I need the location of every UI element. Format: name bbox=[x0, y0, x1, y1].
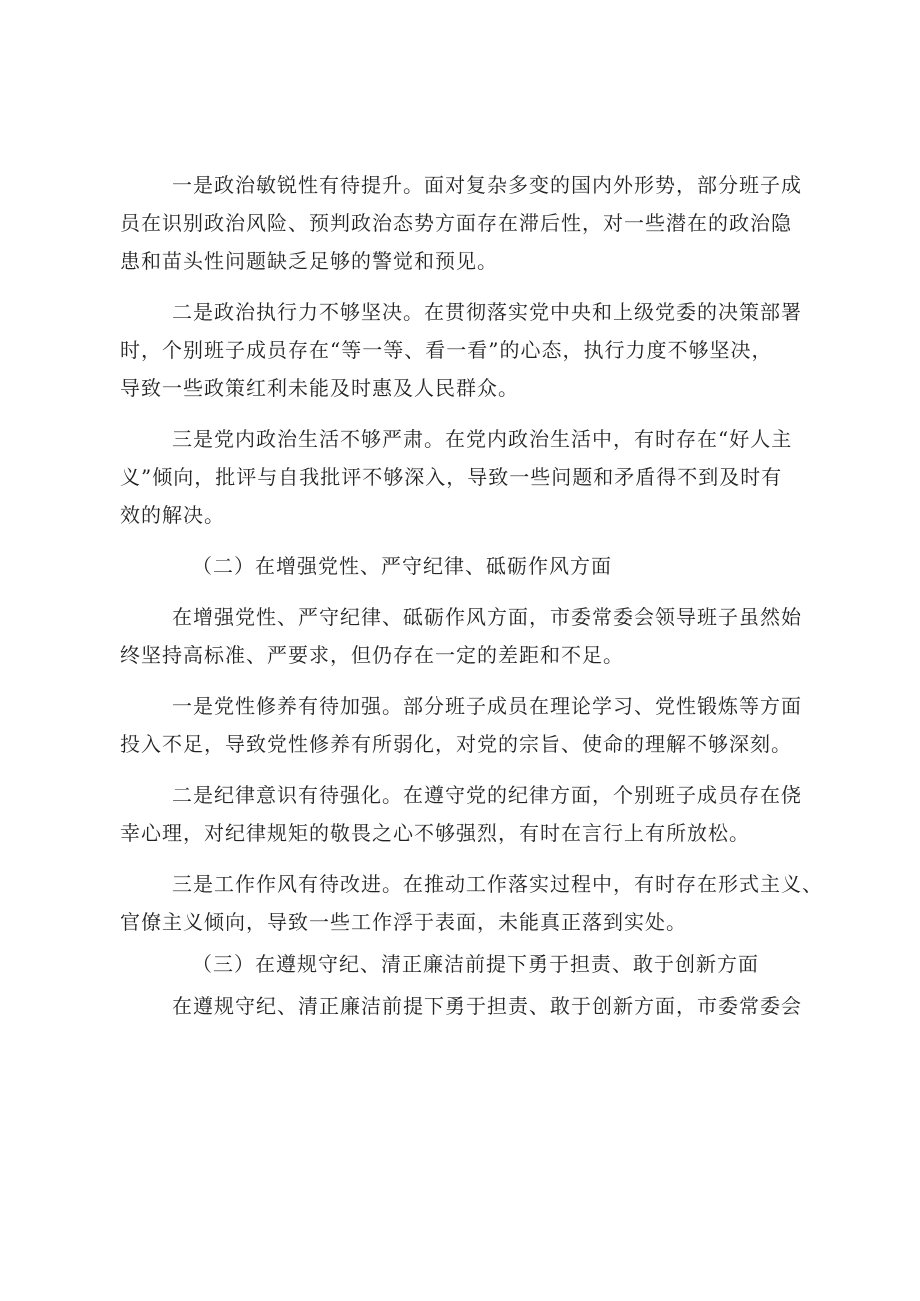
text-line: 在增强党性、严守纪律、砥砺作风方面，市委常委会领导班子虽然始 bbox=[172, 605, 802, 629]
text-line: 终坚持高标准、严要求，但仍存在一定的差距和不足。 bbox=[120, 643, 624, 667]
paragraph-party-spirit bbox=[120, 687, 812, 763]
paragraph-section3-intro bbox=[172, 987, 812, 1025]
text-line: 官僚主义倾向，导致一些工作浮于表面，未能真正落到实处。 bbox=[120, 910, 687, 934]
text-line: 导致一些政策红利未能及时惠及人民群众。 bbox=[120, 376, 519, 400]
text-line: 效的解决。 bbox=[120, 503, 225, 527]
section-heading-2: （二）在增强党性、严守纪律、砥砺作风方面 bbox=[192, 554, 612, 578]
text-line: 幸心理，对纪律规矩的敬畏之心不够强烈，有时在言行上有所放松。 bbox=[120, 821, 750, 845]
text-line: 员在识别政治风险、预判政治态势方面存在滞后性，对一些潜在的政治隐 bbox=[120, 211, 792, 235]
paragraph-political-sensitivity bbox=[120, 166, 812, 280]
paragraph-discipline bbox=[120, 776, 812, 852]
text-line: 义”倾向，批评与自我批评不够深入，导致一些问题和矛盾得不到及时有 bbox=[120, 465, 783, 489]
text-line: 在遵规守纪、清正廉洁前提下勇于担责、敢于创新方面，市委常委会 bbox=[172, 994, 802, 1018]
text-line: 三是党内政治生活不够严肃。在党内政治生活中，有时存在“好人主 bbox=[172, 427, 793, 451]
text-line: 一是党性修养有待加强。部分班子成员在理论学习、党性锻炼等方面 bbox=[172, 694, 802, 718]
text-line: 患和苗头性问题缺乏足够的警觉和预见。 bbox=[120, 249, 498, 273]
document-body bbox=[120, 166, 823, 1025]
paragraph-work-style bbox=[120, 865, 823, 941]
text-line: 二是政治执行力不够坚决。在贯彻落实党中央和上级党委的决策部署 bbox=[172, 300, 802, 324]
section-heading-3: （三）在遵规守纪、清正廉洁前提下勇于担责、敢于创新方面 bbox=[192, 952, 759, 976]
text-line: 时，个别班子成员存在“等一等、看一看”的心态，执行力度不够坚决， bbox=[120, 338, 773, 362]
text-line: 二是纪律意识有待强化。在遵守党的纪律方面，个别班子成员存在侥 bbox=[172, 783, 802, 807]
paragraph-section2-intro bbox=[120, 598, 812, 674]
text-line: 投入不足，导致党性修养有所弱化，对党的宗旨、使命的理解不够深刻。 bbox=[120, 732, 792, 756]
text-line: 一是政治敏锐性有待提升。面对复杂多变的国内外形势，部分班子成 bbox=[172, 173, 802, 197]
paragraph-political-execution bbox=[120, 293, 812, 407]
text-line: 三是工作作风有待改进。在推动工作落实过程中，有时存在形式主义、 bbox=[172, 872, 823, 896]
paragraph-party-life bbox=[120, 420, 812, 534]
